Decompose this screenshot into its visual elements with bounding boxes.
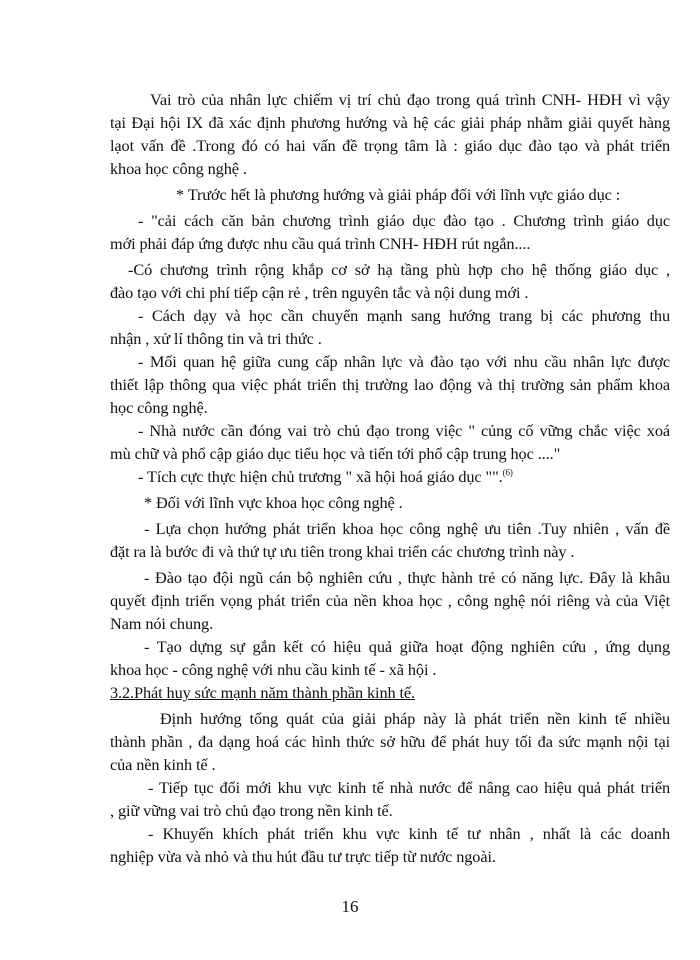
body-line-with-footnote	[138, 467, 513, 487]
body-line: đặt ra là bước đi và thứ tự ưu tiên trong khai triển các chương trình này .	[110, 542, 575, 561]
body-line: mù chữ và phổ cập giáo dục tiểu học và tiến tới phổ cập trung học ...."	[110, 444, 561, 463]
body-line: -Có chương trình rộng khắp cơ sở hạ tầng phù hợp cho hệ thống giáo dục ,	[128, 260, 670, 279]
body-line: - Cách dạy và học cần chuyển mạnh sang hướng trang bị các phương thu	[138, 306, 670, 325]
body-line: Vai trò của nhân lực chiếm vị trí chủ đạo trong quá trình CNH- HĐH vì vậy	[150, 90, 670, 109]
body-line: mới phải đáp ứng được nhu cầu quá trình CNH- HĐH rút ngắn....	[110, 234, 531, 253]
body-line: - Lựa chọn hướng phát triển khoa học công nghệ ưu tiên .Tuy nhiên , vấn đề	[144, 519, 670, 538]
section-bullet-science: * Đối với lĩnh vực khoa học công nghệ .	[144, 493, 403, 512]
body-line: - "cải cách căn bản chương trình giáo dục đào tạo . Chương trình giáo dục	[138, 211, 670, 230]
body-line: đào tạo với chi phí tiếp cận rẻ , trên nguyên tắc và nội dung mới .	[110, 283, 529, 302]
body-line: - Đào tạo đội ngũ cán bộ nghiên cứu , thực hành trẻ có năng lực. Đây là khâu	[144, 568, 670, 587]
body-line: Định hướng tổng quát của giải pháp này là phát triển nền kinh tế nhiều	[160, 709, 670, 728]
body-line: - Tạo dựng sự gắn kết có hiệu quả giữa hoạt động nghiên cứu , ứng dụng	[144, 637, 670, 656]
section-heading: 3.2.Phát huy sức mạnh năm thành phần kinh tế.	[110, 683, 416, 702]
body-line: Nam nói chung.	[110, 614, 214, 633]
body-line: - Tiếp tục đổi mới khu vực kinh tế nhà nước để nâng cao hiệu quả phát triển	[148, 778, 670, 797]
body-line: nhận , xử lí thông tin và tri thức .	[110, 329, 322, 348]
body-line: quyết định triển vọng phát triển của nền khoa học , công nghệ nói riêng và của Việt	[110, 591, 670, 610]
body-line: , giữ vững vai trò chủ đạo trong nền kinh tế.	[110, 801, 393, 820]
body-line: - Khuyến khích phát triển khu vực kinh tế tư nhân , nhất là các doanh	[148, 824, 670, 843]
body-line: nghiệp vừa và nhỏ và thu hút đầu tư trực tiếp từ nước ngoài.	[110, 847, 496, 866]
section-bullet-education: * Trước hết là phương hướng và giải pháp đối với lĩnh vực giáo dục :	[176, 185, 621, 204]
body-line: - Nhà nước cần đóng vai trò chủ đạo trong việc " củng cố vững chắc việc xoá	[138, 421, 670, 440]
page-number: 16	[341, 897, 359, 916]
body-line: - Mối quan hệ giữa cung cấp nhân lực và đào tạo với nhu cầu nhân lực được	[138, 352, 670, 371]
body-line: lạot vấn đề .Trong đó có hai vấn đề trọng tâm là : giáo dục đào tạo và phát triển	[110, 136, 670, 155]
body-line: khoa học - công nghệ với nhu cầu kinh tế - xã hội .	[110, 660, 437, 679]
body-line: thiết lập thông qua việc phát triển thị trường lao động và thị trường sản phẩm khoa	[110, 375, 670, 394]
body-line: thành phần , đa dạng hoá các hình thức sở hữu để phát huy tối đa sức mạnh nội tại	[110, 732, 670, 751]
body-line: khoa học công nghệ .	[110, 159, 247, 178]
body-line: của nền kinh tế .	[110, 755, 216, 774]
footnote-reference: (6)	[502, 467, 513, 478]
body-line-text: - Tích cực thực hiện chủ trương " xã hội hoá giáo dục "".	[138, 467, 503, 486]
body-line: tại Đại hội IX đã xác định phương hướng và hệ các giải pháp nhằm giải quyết hàng	[110, 113, 670, 132]
body-line: học công nghệ.	[110, 398, 208, 417]
